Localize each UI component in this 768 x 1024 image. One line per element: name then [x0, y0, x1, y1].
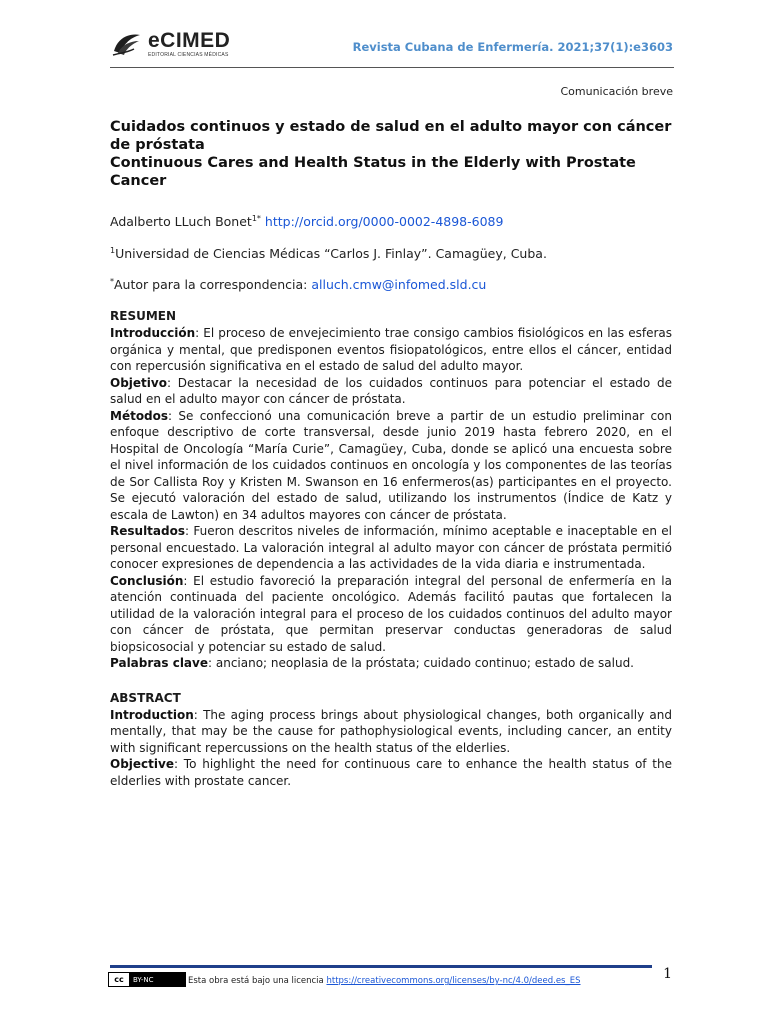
journal-citation: Revista Cubana de Enfermería. 2021;37(1):e3603	[352, 40, 673, 54]
license-notice	[188, 976, 581, 986]
affiliation-line	[110, 246, 672, 261]
author-superscript: 1*	[251, 213, 261, 223]
resumen-section	[110, 308, 672, 672]
resumen-palabras-clave	[110, 655, 672, 672]
resumen-met-label: Métodos	[110, 408, 169, 423]
abstract-introduction	[110, 707, 672, 757]
correspondence-label: Autor para la correspondencia:	[114, 277, 312, 292]
abstract-intro-label: Introduction	[110, 707, 194, 722]
page-number: 1	[663, 966, 672, 982]
abstract-section	[110, 690, 672, 790]
header-divider	[110, 67, 674, 68]
creative-commons-badge[interactable]	[108, 972, 186, 987]
cc-license-type: BY-NC	[133, 975, 154, 984]
logo-wordmark: eCIMED	[148, 29, 231, 52]
cc-icon: cc	[109, 973, 129, 986]
resumen-resultados	[110, 523, 672, 573]
resumen-metodos	[110, 408, 672, 524]
ecimed-logo	[112, 30, 230, 58]
correspondence-email-link[interactable]: alluch.cmw@infomed.sld.cu	[311, 277, 487, 292]
author-name: Adalberto LLuch Bonet	[110, 214, 252, 229]
license-text: Esta obra está bajo una licencia	[188, 976, 327, 986]
resumen-kw-label: Palabras clave	[110, 656, 208, 670]
footer-divider	[110, 965, 652, 968]
abstract-objective	[110, 756, 672, 789]
resumen-obj-text: : Destacar la necesidad de los cuidados continuos para potenciar el estado de salud en el adulto mayor con cáncer de próstata.	[110, 375, 672, 406]
resumen-conclusion	[110, 573, 672, 656]
resumen-intro-text: : El proceso de envejecimiento trae consigo cambios fisiológicos en las esferas orgánica y mental, que predisponen eventos fisiopatológicos, entre ellos el cáncer, entidad con repercusión significativa en el estado de salud del adulto mayor.	[110, 326, 672, 373]
abstract-obj-label: Objective	[110, 757, 174, 771]
resumen-introduccion	[110, 325, 672, 375]
resumen-intro-label: Introducción	[110, 326, 196, 340]
resumen-con-label: Conclusión	[110, 573, 184, 588]
affiliation-superscript: 1	[110, 245, 116, 255]
correspondence-line	[110, 277, 672, 292]
title-spanish: Cuidados continuos y estado de salud en el adulto mayor con cáncer de próstata	[110, 119, 672, 153]
correspondence-superscript: *	[110, 276, 114, 286]
abstract-heading: ABSTRACT	[110, 690, 181, 705]
resumen-res-label: Resultados	[110, 524, 185, 538]
resumen-res-text: : Fueron descritos niveles de información, mínimo aceptable e inaceptable en el personal encuestado. La valoración integral al adulto mayor con cáncer de próstata permitió conocer expresiones de dependencia a las actividades de la vida diaria e instrumentada.	[110, 524, 672, 571]
article-body	[110, 118, 672, 789]
ecimed-leaf-icon	[112, 31, 142, 57]
abstract-intro-text: : The aging process brings about physiological changes, both organically and mentally, that may be the cause for pathophysiological events, including cancer, an entity with significant repercussions on the health status of the elderlies.	[110, 707, 672, 755]
resumen-objetivo	[110, 375, 672, 408]
license-link[interactable]: https://creativecommons.org/licenses/by-nc/4.0/deed.es_ES	[326, 976, 581, 986]
resumen-met-text: : Se confeccionó una comunicación breve a partir de un estudio preliminar con enfoque descriptivo de corte transversal, desde junio 2019 hasta febrero 2020, en el Hospital de Oncología “María Curie”, Camagüey, Cuba, donde se aplicó una encuesta sobre el nivel información de los cuidados continuos en oncología y los componentes de las teorías de Sor Callista Roy y Kristen M. Swanson en 16 enfermeros(as) participantes en el proyecto. Se ejecutó valoración del estado de salud, utilizando los instrumentos (Índice de Katz y escala de Lawton) en 34 adultos mayores con cáncer de próstata.	[110, 408, 672, 522]
resumen-con-text: : El estudio favoreció la preparación integral del personal de enfermería en la atención continuada del paciente oncológico. Además facilitó pautas que fortalecen la utilidad de la valoración integral para el proceso de los cuidados continuos del adulto mayor con cáncer de próstata, que permitan preservar conductas generadoras de salud biopsicosocial y potenciar su estado de salud.	[110, 573, 672, 654]
abstract-obj-text: : To highlight the need for continuous care to enhance the health status of the elderlies with prostate cancer.	[110, 757, 672, 788]
resumen-kw-text: : anciano; neoplasia de la próstata; cuidado continuo; estado de salud.	[208, 656, 634, 670]
section-type: Comunicación breve	[560, 85, 673, 98]
author-line	[110, 214, 672, 229]
author-orcid-link[interactable]: http://orcid.org/0000-0002-4898-6089	[264, 214, 504, 229]
title-english: Continuous Cares and Health Status in the Elderly with Prostate Cancer	[110, 155, 636, 189]
logo-subtitle: EDITORIAL CIENCIAS MÉDICAS	[148, 52, 229, 58]
resumen-heading: RESUMEN	[110, 309, 177, 323]
affiliation-text: Universidad de Ciencias Médicas “Carlos J. Finlay”. Camagüey, Cuba.	[115, 246, 547, 261]
resumen-obj-label: Objetivo	[110, 375, 167, 390]
